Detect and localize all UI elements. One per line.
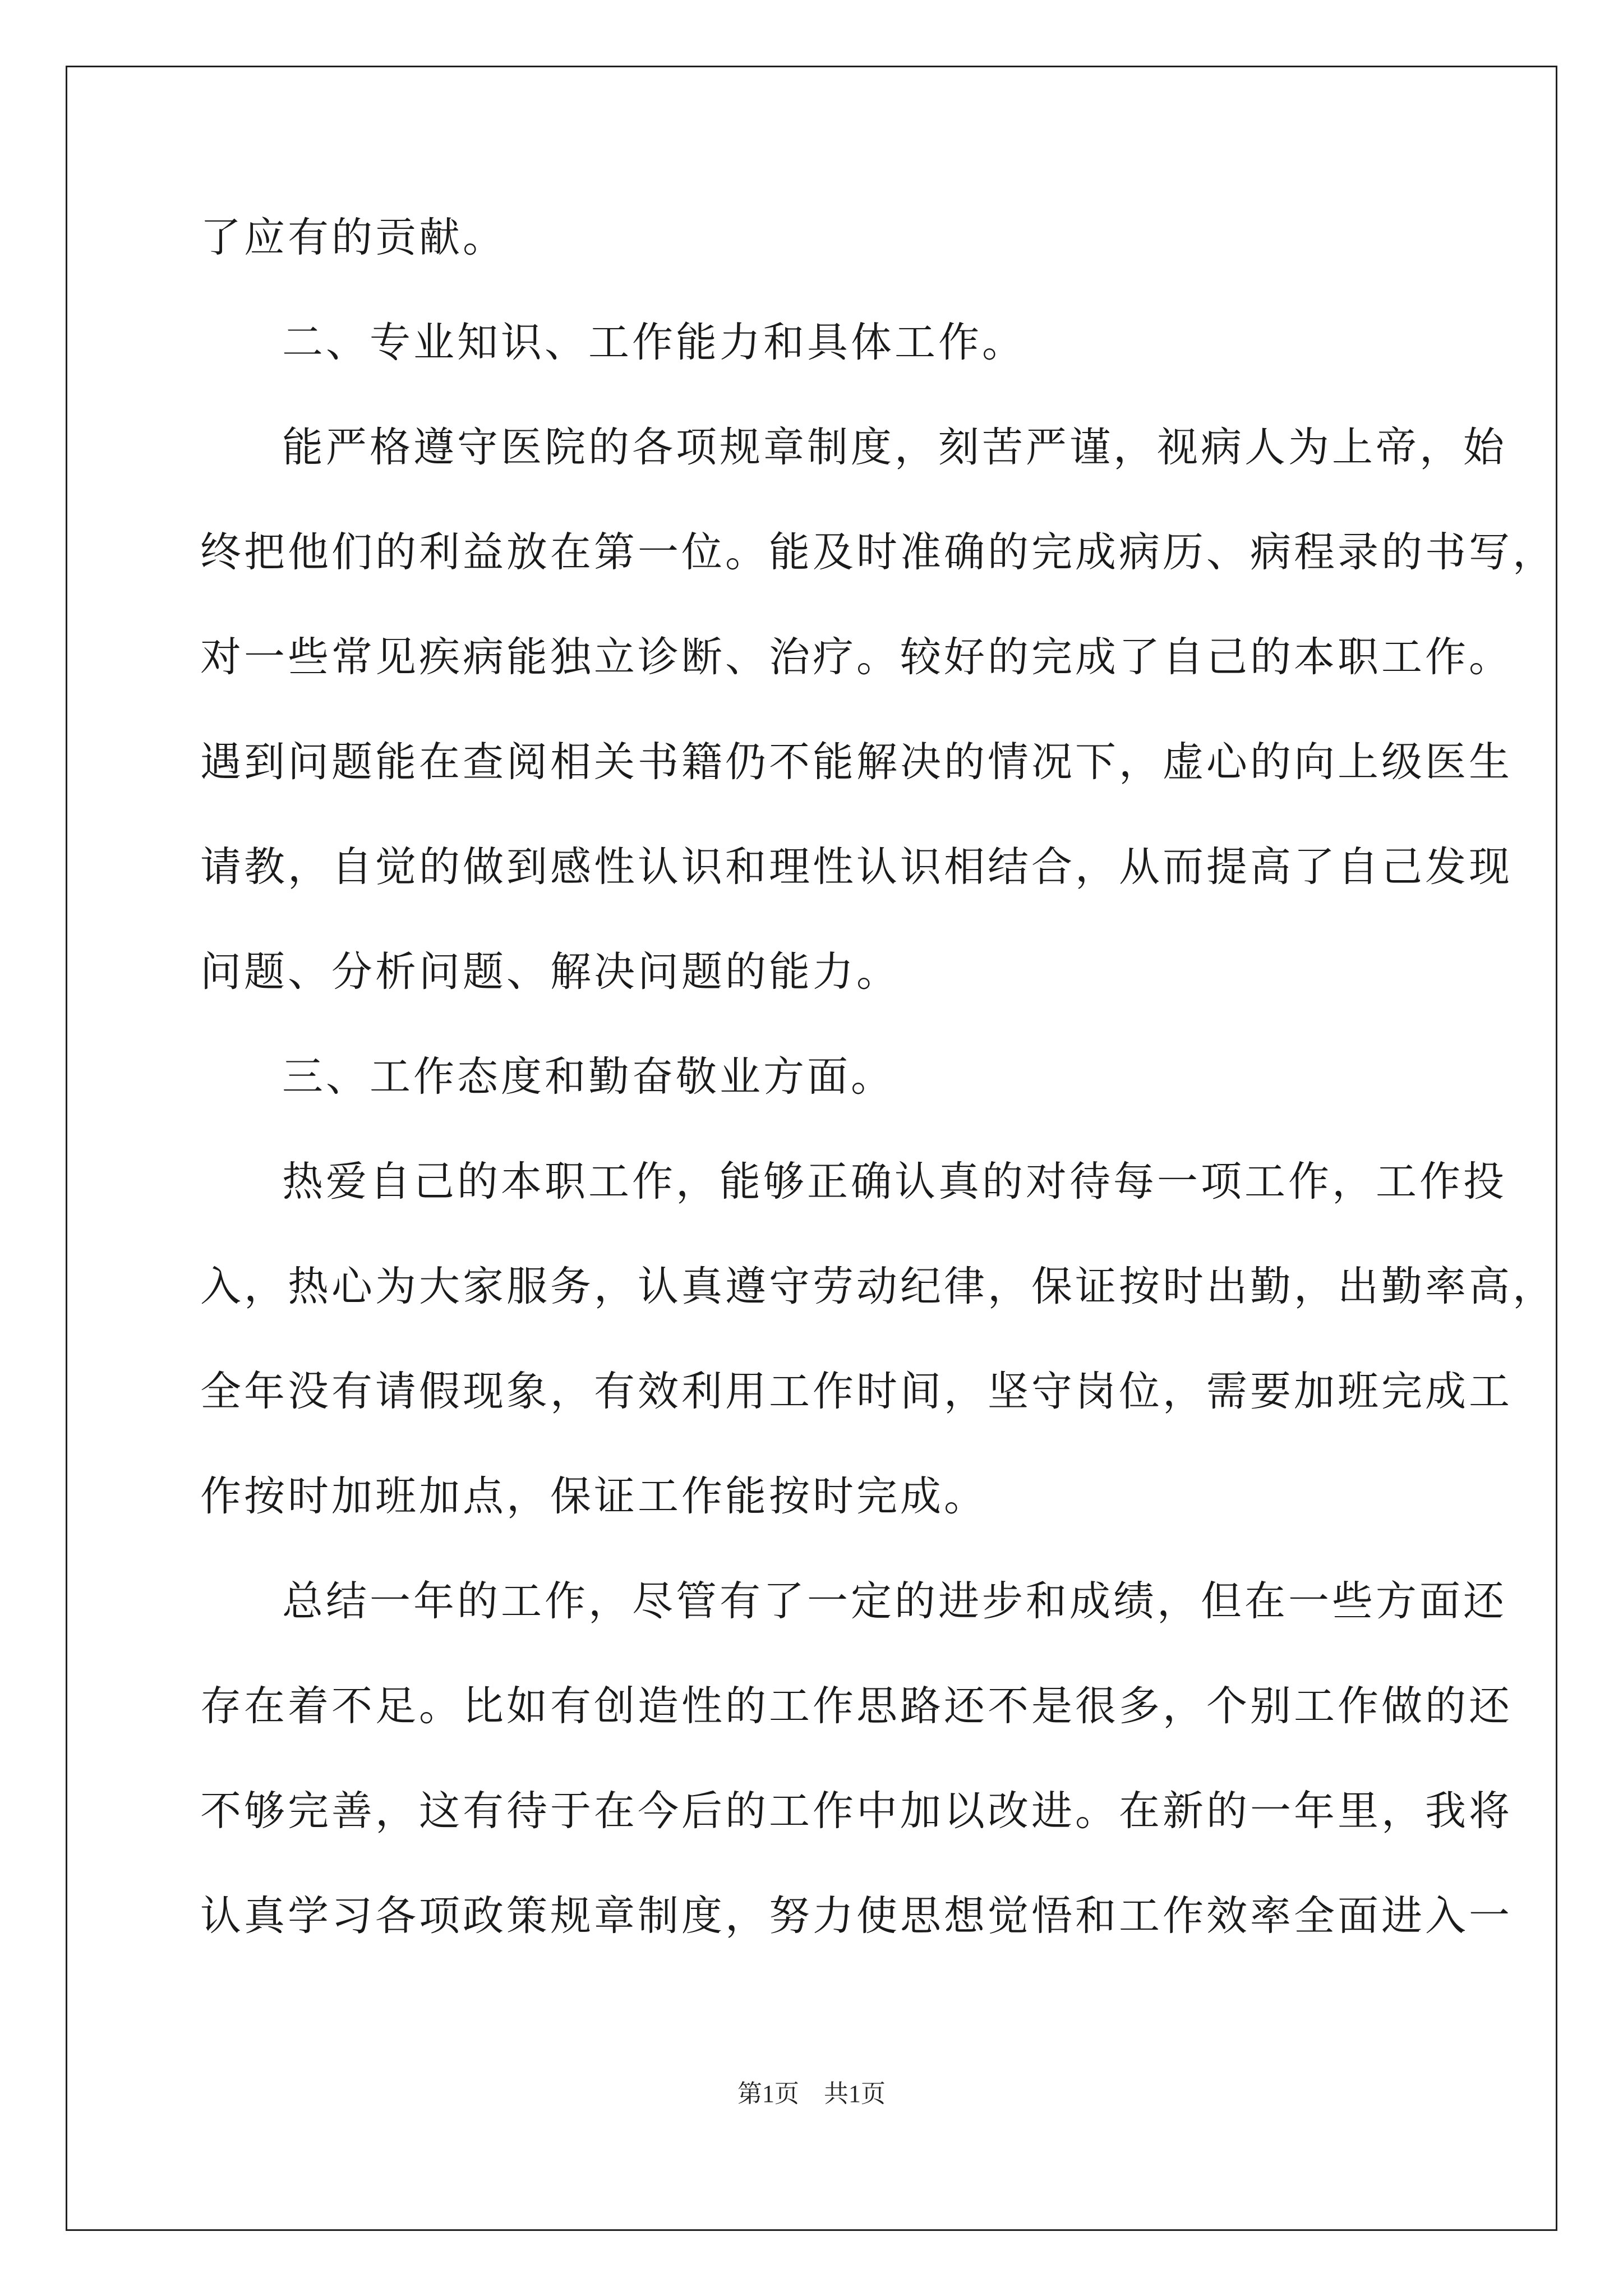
text-line: 入，热心为大家服务，认真遵守劳动纪律，保证按时出勤，出勤率高，: [200, 1263, 1556, 1310]
text-line: 存在着不足。比如有创造性的工作思路还不是很多，个别工作做的还: [200, 1682, 1513, 1730]
text-line: 问题、分析问题、解决问题的能力。: [200, 948, 900, 996]
text-line: 了应有的贡献。: [200, 214, 506, 261]
text-line: 认真学习各项政策规章制度，努力使思想觉悟和工作效率全面进入一: [200, 1892, 1513, 1940]
text-line: 对一些常见疾病能独立诊断、治疗。较好的完成了自己的本职工作。: [200, 633, 1513, 681]
text-line: 能严格遵守医院的各项规章制度，刻苦严谨，视病人为上帝，始: [282, 424, 1507, 471]
text-line: 不够完善，这有待于在今后的工作中加以改进。在新的一年里，我将: [200, 1787, 1513, 1835]
page-footer: 第1页 共1页: [737, 2080, 886, 2108]
document-body: [200, 214, 1556, 2000]
text-line: 热爱自己的本职工作，能够正确认真的对待每一项工作，工作投: [282, 1158, 1507, 1205]
text-line: 作按时加班加点，保证工作能按时完成。: [200, 1473, 988, 1520]
text-line: 三、工作态度和勤奋敬业方面。: [282, 1053, 895, 1101]
text-line: 二、专业知识、工作能力和具体工作。: [282, 319, 1026, 366]
text-line: 终把他们的利益放在第一位。能及时准确的完成病历、病程录的书写，: [200, 528, 1556, 576]
text-line: 请教，自觉的做到感性认识和理性认识相结合，从而提高了自己发现: [200, 843, 1513, 891]
text-line: 总结一年的工作，尽管有了一定的进步和成绩，但在一些方面还: [282, 1577, 1507, 1625]
text-line: 全年没有请假现象，有效利用工作时间，坚守岗位，需要加班完成工: [200, 1368, 1513, 1415]
text-line: 遇到问题能在查阅相关书籍仍不能解决的情况下，虚心的向上级医生: [200, 738, 1513, 786]
